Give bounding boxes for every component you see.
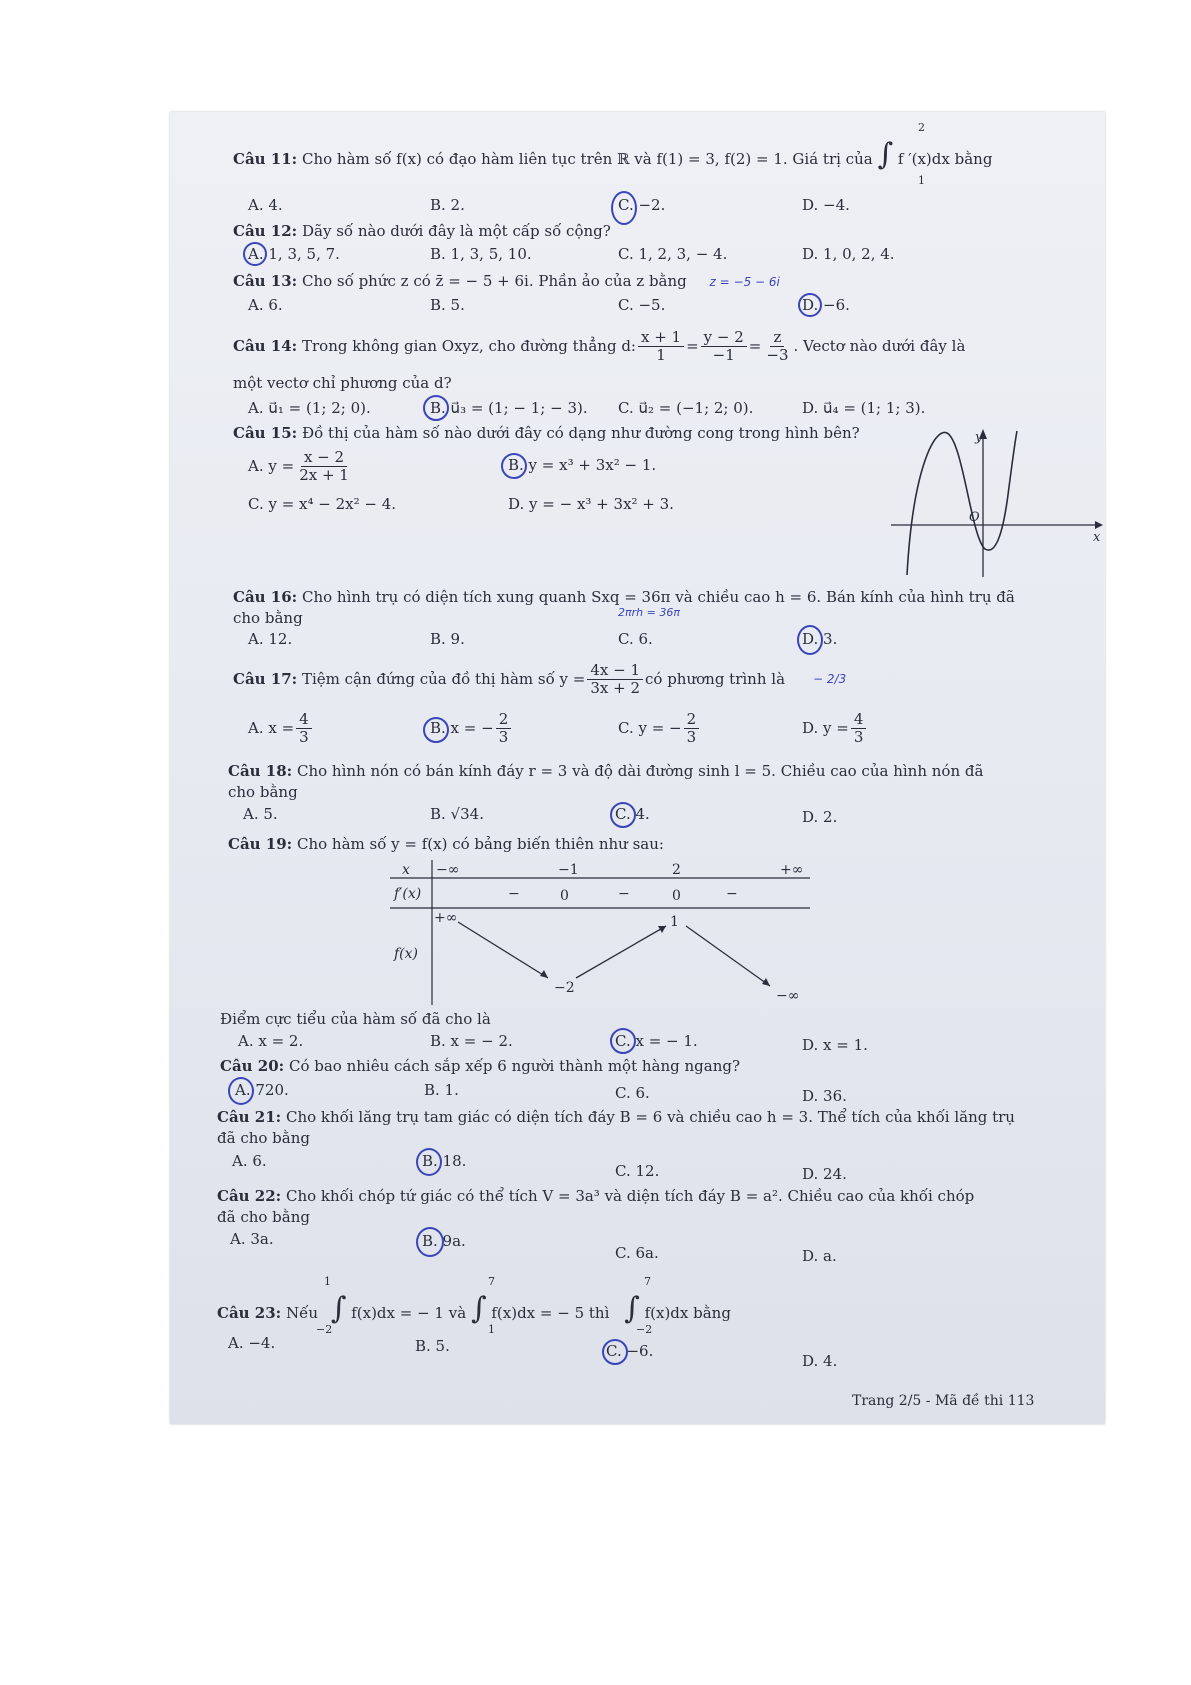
q19-option-b: B. x = − 2. (430, 1032, 513, 1050)
q16-option-a: A. 12. (248, 630, 293, 648)
integral-sign: ∫ (877, 137, 894, 172)
integral-sign: ∫ (330, 1291, 347, 1326)
q12-option-a: A. 1, 3, 5, 7. (248, 245, 340, 263)
q14-option-b: B. u⃗₃ = (1; − 1; − 3). (430, 399, 588, 417)
q21-label: Câu 21: (217, 1108, 282, 1126)
q23-label: Câu 23: (217, 1304, 282, 1322)
q14-fraction-y: $\frac{y - 2}{-1}$ (701, 329, 747, 364)
table-arrow-up (576, 926, 666, 978)
q19-label: Câu 19: (228, 835, 293, 853)
q21-option-b: B. 18. (422, 1152, 467, 1170)
table-f-val: 1 (670, 914, 679, 930)
table-x-val: −∞ (436, 862, 460, 878)
x-axis-arrow (1095, 521, 1103, 529)
q17-label: Câu 17: (233, 670, 298, 688)
table-fprime-label: f′(x) (394, 886, 422, 902)
integral-sign: ∫ (470, 1291, 487, 1326)
answer-circle (416, 1148, 442, 1176)
table-f-val: −2 (554, 980, 575, 996)
page-footer: Trang 2/5 - Mã đề thi 113 (852, 1393, 1035, 1409)
q17-handwritten-note: − 2/3 (813, 672, 847, 686)
q23-int2-lower: 1 (488, 1323, 495, 1336)
variation-table (390, 860, 810, 1005)
q11-label: Câu 11: (233, 150, 298, 168)
answer-circle (610, 1028, 636, 1054)
q15-graph (885, 427, 1105, 582)
q14-fraction-x: $\frac{x + 1}{1}$ (638, 329, 684, 364)
q17-option-d: D. y = $\frac{4}{3}$ (802, 708, 868, 748)
table-sign: − (726, 886, 738, 902)
q12-option-b: B. 1, 3, 5, 10. (430, 245, 532, 263)
q21-option-d: D. 24. (802, 1165, 847, 1183)
q22-option-a: A. 3a. (230, 1230, 274, 1248)
answer-circle (501, 453, 527, 479)
table-x-val: 2 (672, 862, 681, 878)
table-f-val: +∞ (434, 910, 458, 926)
q15-option-d: D. y = − x³ + 3x² + 3. (508, 495, 674, 513)
answer-circle (797, 625, 823, 655)
q23-option-d: D. 4. (802, 1352, 838, 1370)
table-f-val: −∞ (776, 988, 800, 1004)
q15-option-c: C. y = x⁴ − 2x² − 4. (248, 495, 397, 513)
answer-circle (416, 1227, 444, 1257)
q12-option-d: D. 1, 0, 2, 4. (802, 245, 895, 263)
answer-circle (611, 191, 637, 225)
q13-text: Cho số phức z có z̄ = − 5 + 6i. Phần ảo của z bằng (301, 272, 687, 290)
q23-integral-3: f(x)dx bằng (644, 1304, 731, 1322)
q12-line (233, 222, 611, 240)
answer-circle (243, 242, 267, 266)
q14-text: Trong không gian Oxyz, cho đường thẳng d: (301, 337, 636, 355)
q11-option-a: A. 4. (248, 196, 283, 214)
q13-option-a: A. 6. (248, 296, 283, 314)
q15-text: Đồ thị của hàm số nào dưới đây có dạng như đường cong trong hình bên? (301, 424, 860, 442)
q23-line (217, 1291, 731, 1326)
q16-text: Cho hình trụ có diện tích xung quanh Sxq = 36π và chiều cao h = 6. Bán kính của hình trụ đã (301, 588, 1015, 606)
table-zero: 0 (560, 888, 569, 904)
q15-line (233, 424, 860, 442)
q23-pre: Nếu (285, 1304, 318, 1322)
q12-text: Dãy số nào dưới đây là một cấp số cộng? (301, 222, 611, 240)
q16-label: Câu 16: (233, 588, 298, 606)
q18-text-cont: cho bằng (228, 783, 298, 801)
q14-fraction-z: $\frac{z}{-3}$ (766, 327, 789, 364)
q17-text: Tiệm cận đứng của đồ thị hàm số y = (301, 670, 586, 688)
q21-option-a: A. 6. (232, 1152, 267, 1170)
q13-option-d: D. −6. (802, 296, 850, 314)
q22-label: Câu 22: (217, 1187, 282, 1205)
variation-table-svg (390, 860, 810, 1005)
q16-option-b: B. 9. (430, 630, 465, 648)
answer-circle (423, 395, 449, 421)
q19-option-a: A. x = 2. (238, 1032, 304, 1050)
q22-option-b: B. 9a. (422, 1232, 466, 1250)
q12-label: Câu 12: (233, 222, 298, 240)
answer-circle (602, 1339, 628, 1365)
q13-line (233, 272, 780, 291)
q23-int3-lower: −2 (636, 1323, 653, 1336)
cubic-graph-svg (885, 427, 1105, 582)
q21-text: Cho khối lăng trụ tam giác có diện tích đáy B = 6 và chiều cao h = 3. Thể tích của khối lăng trụ (285, 1108, 1015, 1126)
q23-int2-upper: 7 (488, 1275, 495, 1288)
q21-line (217, 1108, 1015, 1126)
table-sign: − (508, 886, 520, 902)
q23-option-b: B. 5. (415, 1337, 450, 1355)
integral-sign: ∫ (624, 1291, 640, 1326)
q17-option-a: A. x = $\frac{4}{3}$ (248, 708, 314, 748)
table-arrow-down (686, 926, 770, 986)
q18-option-d: D. 2. (802, 808, 838, 826)
answer-circle (423, 717, 449, 743)
q13-handwritten-note: z = −5 − 6i (709, 275, 780, 289)
q14-option-a: A. u⃗₁ = (1; 2; 0). (248, 399, 371, 417)
q22-line (217, 1187, 974, 1205)
q16-line (233, 588, 1015, 606)
q16-text-cont: cho bằng (233, 609, 303, 627)
answer-circle (610, 802, 636, 828)
q23-int1-upper: 1 (324, 1275, 331, 1288)
q16-option-c: C. 6. (618, 630, 653, 648)
q20-option-d: D. 36. (802, 1087, 847, 1105)
q11-int-upper: 2 (918, 121, 925, 134)
q22-option-c: C. 6a. (615, 1244, 659, 1262)
answer-circle (798, 293, 822, 317)
q19-text: Cho hàm số y = f(x) có bảng biến thiên như sau: (296, 835, 664, 853)
q19-question: Điểm cực tiểu của hàm số đã cho là (220, 1010, 491, 1028)
q13-option-c: C. −5. (618, 296, 666, 314)
q18-option-a: A. 5. (243, 805, 278, 823)
origin-label: O (969, 510, 980, 525)
q11-option-b: B. 2. (430, 196, 465, 214)
q20-text: Có bao nhiêu cách sắp xếp 6 người thành một hàng ngang? (288, 1057, 741, 1075)
q18-option-b: B. √34. (430, 805, 484, 823)
exam-page (170, 112, 1105, 1424)
q20-option-b: B. 1. (424, 1081, 459, 1099)
q15-fraction: $\frac{x - 2}{2x + 1}$ (299, 447, 349, 484)
cubic-curve (907, 431, 1017, 575)
q22-text: Cho khối chóp tứ giác có thể tích V = 3a³ và diện tích đáy B = a². Chiều cao của khối chóp (285, 1187, 975, 1205)
q17-fraction: $\frac{4x - 1}{3x + 2}$ (587, 662, 643, 697)
q20-option-a: A. 720. (235, 1081, 289, 1099)
q23-int3-upper: 7 (644, 1275, 651, 1288)
y-axis-label: y (975, 430, 983, 445)
q19-option-c: C. x = − 1. (615, 1032, 698, 1050)
q22-text-cont: đã cho bằng (217, 1208, 310, 1226)
answer-circle (228, 1077, 254, 1105)
q22-option-d: D. a. (802, 1247, 837, 1265)
q14-label: Câu 14: (233, 337, 298, 355)
q14-line: Câu 14: Trong không gian Oxyz, cho đường thẳng d: $\frac{x + 1}{1}$ = $\frac{y - 2}{-1}$ = $\frac{z}{-3}$ . Vectơ nào dưới đây là (233, 327, 966, 364)
x-axis-label: x (1093, 530, 1101, 545)
q15-option-a: A. y = $\frac{x - 2}{2x + 1}$ (248, 446, 354, 486)
q11-line (233, 137, 993, 172)
q15-label: Câu 15: (233, 424, 298, 442)
q12-option-c: C. 1, 2, 3, − 4. (618, 245, 728, 263)
q11-text: Cho hàm số f(x) có đạo hàm liên tục trên ℝ và f(1) = 3, f(2) = 1. Giá trị của (301, 150, 873, 168)
q16-option-d: D. 3. (802, 630, 838, 648)
q14-text-cont: một vectơ chỉ phương của d? (233, 374, 452, 392)
q18-line (228, 762, 983, 780)
table-x-val: −1 (558, 862, 579, 878)
q11-integrand: f ′(x)dx bằng (897, 150, 993, 168)
q23-option-a: A. −4. (228, 1334, 276, 1352)
q13-label: Câu 13: (233, 272, 298, 290)
table-sign: − (618, 886, 630, 902)
q13-option-b: B. 5. (430, 296, 465, 314)
q18-option-c: C. 4. (615, 805, 650, 823)
table-zero: 0 (672, 888, 681, 904)
q11-option-d: D. −4. (802, 196, 850, 214)
q23-integral-2: f(x)dx = − 5 thì (491, 1304, 610, 1322)
q17-line: Câu 17: Tiệm cận đứng của đồ thị hàm số y = $\frac{4x - 1}{3x + 2}$ có phương trình là − 2/3 (233, 660, 847, 697)
table-arrow-down (458, 922, 548, 978)
q21-text-cont: đã cho bằng (217, 1129, 310, 1147)
q23-integral-1: f(x)dx = − 1 và (351, 1304, 467, 1322)
q15-option-b: B. y = x³ + 3x² − 1. (508, 456, 657, 474)
q20-option-c: C. 6. (615, 1084, 650, 1102)
q19-option-d: D. x = 1. (802, 1036, 868, 1054)
q11-option-c: C. −2. (618, 196, 666, 214)
q23-option-c: C. −6. (606, 1342, 654, 1360)
q11-int-lower: 1 (918, 174, 925, 187)
q20-line (220, 1057, 740, 1075)
q17-option-c: C. y = − $\frac{2}{3}$ (618, 708, 701, 748)
q18-label: Câu 18: (228, 762, 293, 780)
table-x-val: +∞ (780, 862, 804, 878)
q14-option-d: D. u⃗₄ = (1; 1; 3). (802, 399, 926, 417)
q16-handwritten-note: 2πrh = 36π (618, 606, 680, 619)
q23-int1-lower: −2 (316, 1323, 333, 1336)
q19-line (228, 835, 664, 853)
q20-label: Câu 20: (220, 1057, 285, 1075)
q17-option-b: B. x = − $\frac{2}{3}$ (430, 708, 513, 748)
table-f-label: f(x) (394, 946, 419, 962)
table-x-label: x (402, 862, 410, 878)
q21-option-c: C. 12. (615, 1162, 660, 1180)
q18-text: Cho hình nón có bán kính đáy r = 3 và độ dài đường sinh l = 5. Chiều cao của hình nón đã (296, 762, 984, 780)
q14-option-c: C. u⃗₂ = (−1; 2; 0). (618, 399, 754, 417)
